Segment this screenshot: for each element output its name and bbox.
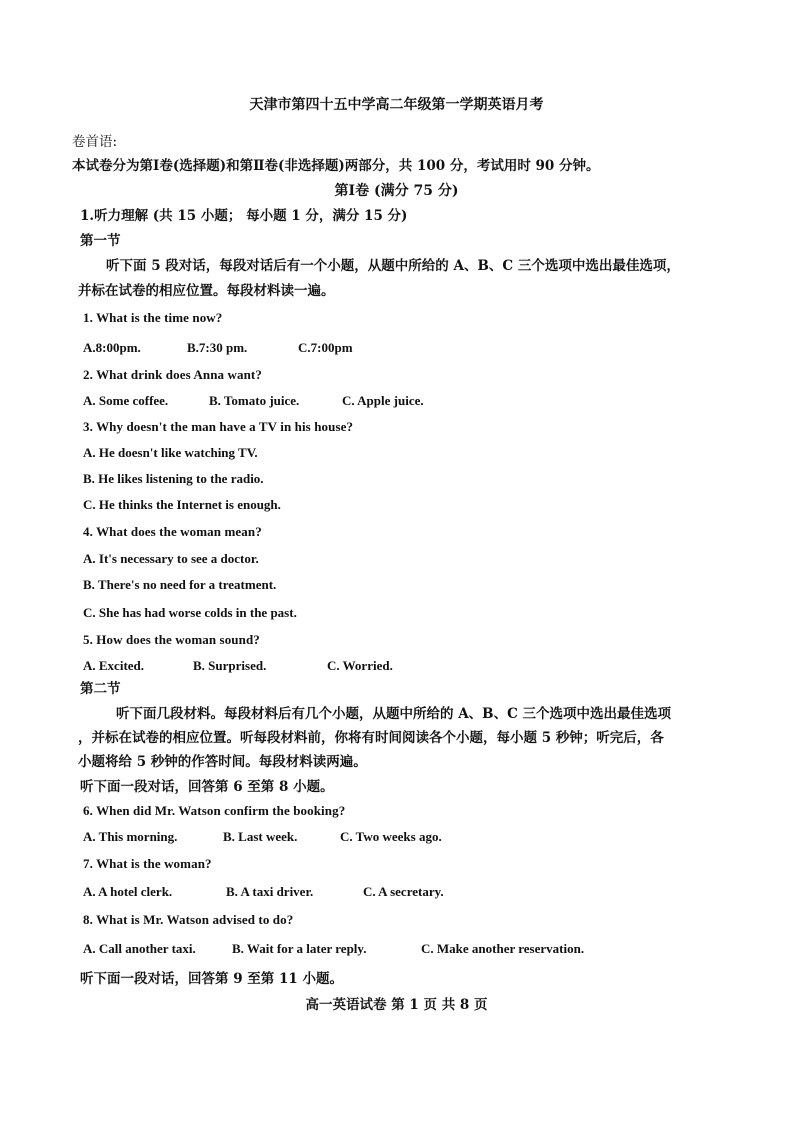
question-4-option-b: B. There's no need for a treatment.: [83, 577, 277, 592]
question-8-stem: 8. What is Mr. Watson advised to do?: [83, 912, 294, 927]
question-6-option-a: A. This morning.: [83, 829, 178, 844]
question-8-option-b: B. Wait for a later reply.: [232, 941, 367, 956]
question-7-option-c: C. A secretary.: [363, 884, 444, 899]
question-5-stem: 5. How does the woman sound?: [83, 632, 260, 647]
listening-heading: 1.听力理解 (共 15 小题； 每小题 1 分，满分 15 分): [80, 208, 408, 224]
question-8-option-a: A. Call another taxi.: [83, 941, 196, 956]
question-4-option-c: C. She has had worse colds in the past.: [83, 605, 297, 620]
question-2-stem: 2. What drink does Anna want?: [83, 367, 262, 382]
section2-instructions-line2: ，并标在试卷的相应位置。听每段材料前，你将有时间阅读各个小题，每小题 5 秒钟；听完后，各: [78, 730, 664, 746]
question-3-stem: 3. Why doesn't the man have a TV in his house?: [83, 419, 354, 434]
page-footer: 高一英语试卷 第 1 页 共 8 页: [305, 997, 488, 1013]
exam-title: 天津市第四十五中学高二年级第一学期英语月考: [249, 97, 544, 113]
question-7-option-b: B. A taxi driver.: [226, 884, 314, 899]
question-2-option-a: A. Some coffee.: [83, 393, 169, 408]
question-5-option-a: A. Excited.: [83, 658, 145, 673]
question-5-option-b: B. Surprised.: [193, 658, 267, 673]
dialog-intro-9-11: 听下面一段对话，回答第 9 至第 11 小题。: [80, 971, 343, 987]
question-1-option-a: A.8:00pm.: [83, 340, 141, 355]
question-3-option-a: A. He doesn't like watching TV.: [83, 445, 258, 460]
question-3-option-c: C. He thinks the Internet is enough.: [83, 497, 281, 512]
dialog-intro-6-8: 听下面一段对话，回答第 6 至第 8 小题。: [80, 779, 334, 795]
section2-instructions-line3: 小题将给 5 秒钟的作答时间。每段材料读两遍。: [78, 754, 367, 770]
section1-instructions-line1: 听下面 5 段对话，每段对话后有一个小题，从题中所给的 A、B、C 三个选项中选出最佳选项，: [106, 258, 680, 274]
question-3-option-b: B. He likes listening to the radio.: [83, 471, 264, 486]
question-1-option-b: B.7:30 pm.: [187, 340, 248, 355]
question-8-option-c: C. Make another reservation.: [421, 941, 585, 956]
question-2-option-b: B. Tomato juice.: [209, 393, 300, 408]
section1-label: 第一节: [80, 233, 121, 249]
section2-instructions-line1: 听下面几段材料。每段材料后有几个小题，从题中所给的 A、B、C 三个选项中选出最佳选项: [116, 706, 672, 722]
question-1-stem: 1. What is the time now?: [83, 310, 223, 325]
question-1-option-c: C.7:00pm: [298, 340, 353, 355]
question-4-option-a: A. It's necessary to see a doctor.: [83, 551, 259, 566]
question-2-option-c: C. Apple juice.: [342, 393, 424, 408]
section2-label: 第二节: [80, 681, 121, 697]
question-7-stem: 7. What is the woman?: [83, 856, 212, 871]
question-6-option-c: C. Two weeks ago.: [340, 829, 442, 844]
question-4-stem: 4. What does the woman mean?: [83, 524, 262, 539]
section1-instructions-line2: 并标在试卷的相应位置。每段材料读一遍。: [78, 283, 335, 299]
question-7-option-a: A. A hotel clerk.: [83, 884, 173, 899]
part1-heading: 第Ⅰ卷 (满分 75 分): [334, 183, 459, 199]
question-5-option-c: C. Worried.: [327, 658, 393, 673]
preface-text: 本试卷分为第Ⅰ卷(选择题)和第Ⅱ卷(非选择题)两部分，共 100 分，考试用时 90 分钟。: [72, 158, 600, 174]
question-6-stem: 6. When did Mr. Watson confirm the booking?: [83, 803, 346, 818]
preface-label: 卷首语:: [72, 134, 118, 150]
question-6-option-b: B. Last week.: [223, 829, 298, 844]
